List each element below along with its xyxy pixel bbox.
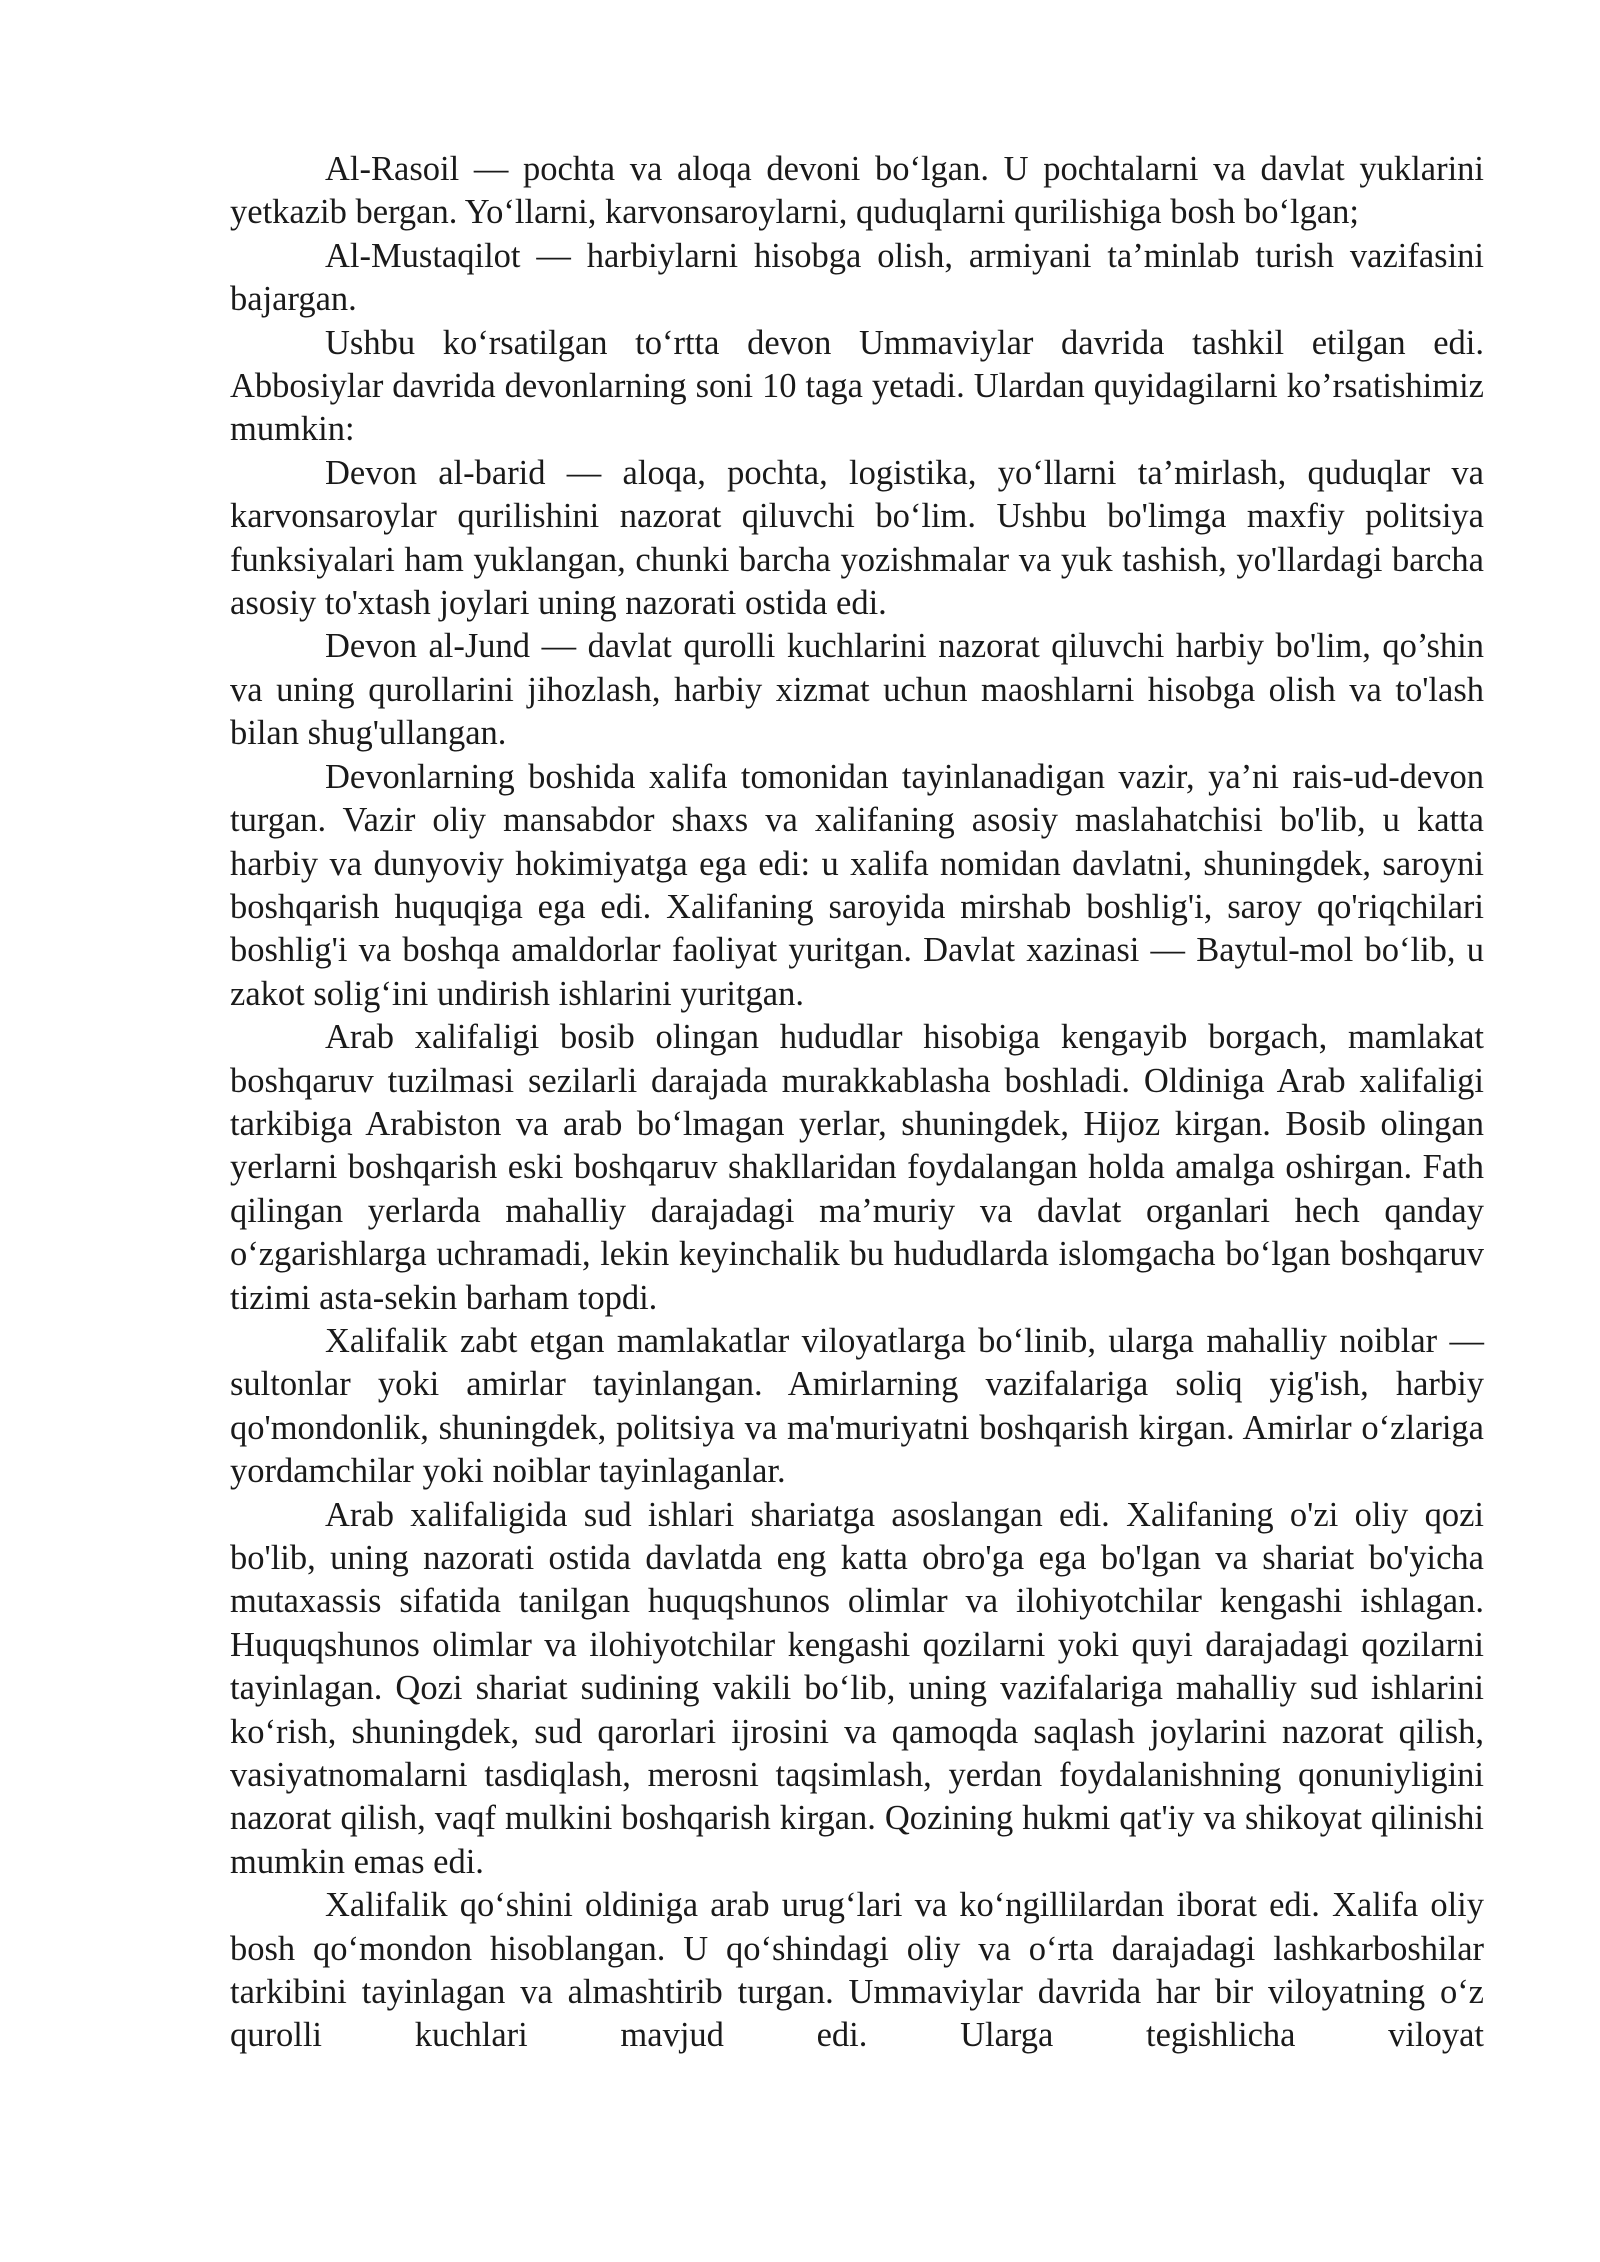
paragraph-judiciary: Arab xalifaligida sud ishlari shariatga asoslangan edi. Xalifaning o'zi oliy qozi bo'lib, uning nazorati ostida davlatda eng katta obro'ga ega bo'lgan va shariat bo'yicha mutaxassis sifatida tanilgan huquqshunos olimlar va ilohiyotchilar kengashi ishlagan. Huquqshunos olimlar va ilohiyotchilar kengashi qozilarni yoki quyi darajadagi qozilarni tayinlagan. Qozi shariat sudining vakili bo‘lib, uning vazifalariga mahalliy sud ishlarini ko‘rish, shuningdek, sud qarorlari ijrosini va qamoqda saqlash joylarini nazorat qilish, vasiyatnomalarni tasdiqlash, merosni taqsimlash, yerdan foydalanishning qonuniyligini nazorat qilish, vaqf mulkini boshqarish kirgan. Qozining hukmi qat'iy va shikoyat qilinishi mumkin emas edi.	[230, 1495, 1484, 1881]
paragraph-conquered-lands: Arab xalifaligi bosib olingan hududlar hisobiga kengayib borgach, mamlakat boshqaruv tuzilmasi sezilarli darajada murakkablasha boshladi. Oldiniga Arab xalifaligi tarkibiga Arabiston va arab bo‘lmagan yerlar, shuningdek, Hijoz kirgan. Bosib olingan yerlarni boshqarish eski boshqaruv shakllaridan foydalangan holda amalga oshirgan. Fath qilingan yerlarda mahalliy darajadagi ma’muriy va davlat organlari hech qanday o‘zgarishlarga uchramadi, lekin keyinchalik bu hududlarda islomgacha bo‘lgan boshqaruv tizimi asta-sekin barham topdi.	[230, 1018, 1484, 1317]
paragraph-al-mustaqilot: Al-Mustaqilot — harbiylarni hisobga olish, armiyani ta’minlab turish vazifasini bajargan.	[230, 236, 1484, 319]
paragraph-four-devons: Ushbu ko‘rsatilgan to‘rtta devon Ummaviylar davrida tashkil etilgan edi. Abbosiylar davrida devonlarning soni 10 taga yetadi. Ulardan quyidagilarni ko’rsatishimiz mumkin:	[230, 323, 1484, 449]
paragraph-al-rasoil: Al-Rasoil — pochta va aloqa devoni bo‘lgan. U pochtalarni va davlat yuklarini yetkazib bergan. Yo‘llarni, karvonsaroylarni, quduqlarni qurilishiga bosh bo‘lgan;	[230, 150, 1484, 232]
paragraph-provinces: Xalifalik zabt etgan mamlakatlar viloyatlarga bo‘linib, ularga mahalliy noiblar — sultonlar yoki amirlar tayinlangan. Amirlarning vazifalariga soliq yig'ish, harbiy qo'mondonlik, shuningdek, politsiya va ma'muriyatni boshqarish kirgan. Amirlar o‘zlariga yordamchilar yoki noiblar tayinlaganlar.	[230, 1321, 1484, 1491]
paragraph-devon-al-jund: Devon al-Jund — davlat qurolli kuchlarini nazorat qiluvchi harbiy bo'lim, qo’shin va uning qurollarini jihozlash, harbiy xizmat uchun maoshlarni hisobga olish va to'lash bilan shug'ullangan.	[230, 627, 1484, 753]
paragraph-vazir: Devonlarning boshida xalifa tomonidan tayinlanadigan vazir, ya’ni rais-ud-devon turgan. Vazir oliy mansabdor shaxs va xalifaning asosiy maslahatchisi bo'lib, u katta harbiy va dunyoviy hokimiyatga ega edi: u xalifa nomidan davlatni, shuningdek, saroyni boshqarish huquqiga ega edi. Xalifaning saroyida mirshab boshlig'i, saroy qo'riqchilari boshlig'i va boshqa amaldorlar faoliyat yuritgan. Davlat xazinasi — Baytul-mol bo‘lib, u zakot solig‘ini undirish ishlarini yuritgan.	[230, 757, 1484, 1013]
document-page	[230, 148, 1484, 2058]
paragraph-army: Xalifalik qo‘shini oldiniga arab urug‘lari va ko‘ngillilardan iborat edi. Xalifa oliy bosh qo‘mondon hisoblangan. U qo‘shindagi oliy va o‘rta darajadagi lashkarboshilar tarkibini tayinlagan va almashtirib turgan. Ummaviylar davrida har bir viloyatning o‘z qurolli kuchlari mavjud edi. Ularga tegishlicha viloyat	[230, 1886, 1484, 2055]
paragraph-devon-al-barid: Devon al-barid — aloqa, pochta, logistika, yo‘llarni ta’mirlash, quduqlar va karvonsaroylar qurilishini nazorat qiluvchi bo‘lim. Ushbu bo'limga maxfiy politsiya funksiyalari ham yuklangan, chunki barcha yozishmalar va yuk tashish, yo'llardagi barcha asosiy to'xtash joylari uning nazorati ostida edi.	[230, 453, 1484, 623]
